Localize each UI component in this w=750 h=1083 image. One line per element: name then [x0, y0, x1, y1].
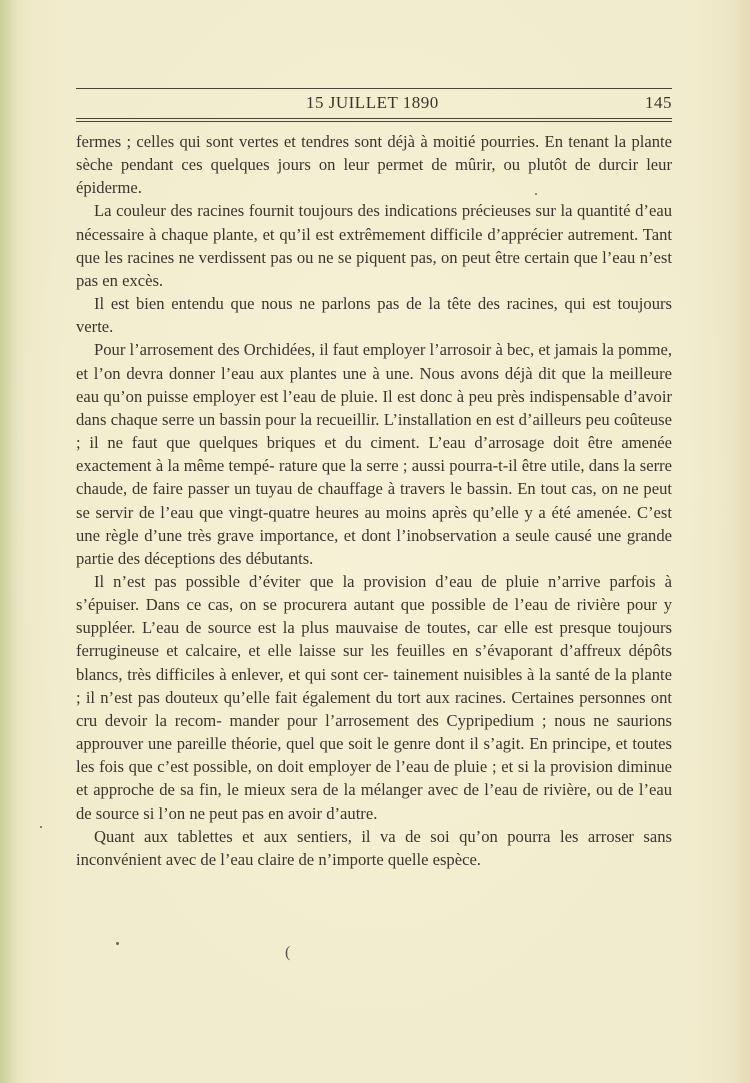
paper-speck — [40, 826, 42, 828]
stray-ink-mark: ( — [285, 944, 291, 961]
paper-speck — [116, 942, 119, 945]
header-top-rule — [76, 88, 672, 89]
header-double-rule — [76, 121, 672, 122]
page-edge-shadow — [0, 0, 18, 1083]
paragraph-rainwater-supply: Il n’est pas possible d’éviter que la provision d’eau de pluie n’arrive parfois à s’épuiser. Dans ce cas, on se procurera autant que possible de l’eau de rivière pour y suppléer. L’eau de source est la plus mauvaise de toutes, car elle est presque toujours ferrugineuse et calcaire, et elle laisse sur les feuilles en s’évaporant d’affreux dépôts blancs, très difficiles à enlever, et qui sont cer- tainement nuisibles à la santé de la plante ; il n’est pas douteux qu’elle fait également du tort aux racines. Certaines personnes ont cru devoir la recom- mander pour l’arrosement des Cypripedium ; nous ne saurions approuver une pareille théorie, quel que soit le genre dont il s’agit. En principe, et toutes les fois que c’est possible, on doit employer de l’eau de pluie ; et si la provision diminue et approche de sa fin, le mieux sera de la mélanger avec de l’eau de rivière, ou de l’eau de source si l’on ne peut pas en avoir d’autre. — [76, 571, 672, 823]
paper-speck — [535, 193, 537, 195]
paragraph-continued: fermes ; celles qui sont vertes et tendres sont déjà à moitié pourries. En tenant la plante sèche pendant ces quelques jours on leur permet de mûrir, ou plutôt de durcir leur épiderme. — [76, 132, 672, 198]
paragraph-root-tip: Il est bien entendu que nous ne parlons pas de la tête des racines, qui est toujours verte. — [76, 294, 672, 337]
running-title: 15 JUILLET 1890 — [306, 93, 439, 112]
paragraph-watering-method: Pour l’arrosement des Orchidées, il faut employer l’arrosoir à bec, et jamais la pomme, et l’on devra donner l’eau aux plantes une à une. Nous avons déjà dit que la meilleure eau qu’on puisse employer est l’eau de pluie. Il est donc à peu près indispensable d’avoir dans chaque serre un bassin pour la recueillir. L’installation en est d’ailleurs peu coûteuse ; il ne faut que quelques briques et du ciment. L’eau d’arrosage doit être amenée exactement à la même tempé- rature que la serre ; aussi pourra-t-il être utile, dans la serre chaude, de faire passer un tuyau de chauffage à travers le bassin. En tout cas, on ne peut se servir de l’eau que vingt-quatre heures au moins après qu’elle y a été amenée. C’est une règle d’une très grave importance, et dont l’inobservation a seule causé une grande partie des déceptions des débutants. — [76, 340, 672, 568]
header-bottom-rule — [76, 118, 672, 119]
running-header — [76, 93, 672, 117]
page-number: 145 — [645, 93, 672, 112]
article-body — [76, 130, 672, 871]
paragraph-root-color: La couleur des racines fournit toujours des indications précieuses sur la quantité d’eau nécessaire à chaque plante, et qu’il est extrêmement difficile d’apprécier autrement. Tant que les racines ne verdissent pas ou ne se piquent pas, on peut être certain que l’eau n’est pas en excès. — [76, 201, 672, 290]
paragraph-shelves-paths: Quant aux tablettes et aux sentiers, il va de soi qu’on pourra les arroser sans inconvénient avec de l’eau claire de n’importe quelle espèce. — [76, 826, 672, 869]
